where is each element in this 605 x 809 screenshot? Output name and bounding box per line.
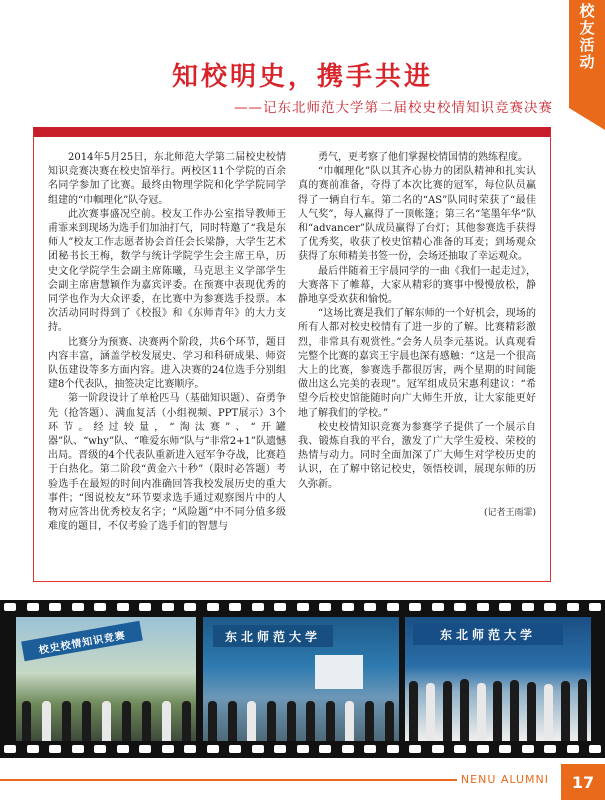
- page-number: 17: [561, 764, 605, 800]
- article-box: [33, 127, 551, 582]
- photo-filmstrip: [0, 600, 605, 758]
- paragraph: 此次赛事盛况空前。校友工作办公室指导教师王甫霏来到现场为选手们加油打气，同时特邀了“我是东师人”校友工作志愿者协会首任会长梁静，大学生艺术团秘书长王梅，数学与统计学院学生会主席王阜，历史文化学院学生会副主席陈曦，马克思主义学部学生会副主席唐慧颖作为嘉宾评委。在预赛中表现优秀的同学也作为大众评委，在比赛中为参赛选手投票。本次活动同时得到了《校报》和《东师青年》的大力支持。: [48, 208, 286, 334]
- paragraph: 最后伴随着王宇晨同学的一曲《我们一起走过》，大赛落下了帷幕，大家从精彩的赛事中慢慢放松，静静地享受欢获和愉悦。: [298, 265, 536, 306]
- section-tab-char: 校: [579, 2, 595, 20]
- film-perforations: [4, 603, 601, 614]
- section-tab-char: 活: [579, 36, 595, 54]
- section-tab-char: 友: [579, 19, 595, 37]
- article-column-left: [48, 151, 286, 534]
- paragraph: “这场比赛是我们了解东师的一个好机会，现场的所有人都对校史校情有了进一步的了解。比赛精彩激烈，非常具有观赏性。”会务人员李元基说。认真观看完整个比赛的嘉宾王宇晨也深有感触：“这是一个很高大上的比赛，参赛选手都很厉害，两个星期的时间能做出这么完美的表现”。冠军组成员宋惠利建议：“希望今后校史馆能随时向广大师生开放，让大家能更好地了解我们的学校。”: [298, 308, 536, 419]
- film-perforations: [4, 745, 601, 756]
- byline: (记者王雨霏): [483, 507, 536, 518]
- photo-banner: 东北师范大学: [413, 623, 563, 645]
- article-subtitle: ——记东北师范大学第二届校史校情知识竞赛决赛: [234, 100, 553, 116]
- paragraph: 第一阶段设计了单枪匹马（基础知识题）、奋勇争先（抢答题）、满血复活（小组视频、PPT展示）3个环节。经过较量，“淘汰赛”、“开罐器”队、“why”队、“唯爱东师”队与“非常2+1”队遗憾出局。晋级的4个代表队重新进入冠军争夺战，比赛趋于白热化。第二阶段“黄金六十秒”（限时必答题）考验选手在最短的时间内准确回答我校发展历史的重大事件；“图说校友”环节要求选手通过观察图片中的人物对应答出优秀校友名字；“风险题”中不同分值多级难度的题目，不仅考验了选手们的智慧与: [48, 393, 286, 533]
- paragraph: 勇气，更考察了他们掌握校情国情的熟练程度。: [318, 152, 528, 163]
- photo-group: [405, 617, 591, 741]
- photo-audience: [16, 617, 196, 741]
- publication-name: NENU ALUMNI: [457, 773, 553, 786]
- paragraph: 校史校情知识竞赛为参赛学子提供了一个展示自我、锻炼自我的平台，激发了广大学生爱校、荣校的热情与动力。同时全面加深了广大师生对学校历史的认识，在了解中铭记校史，领悟校训，展现东师的历久弥新。: [298, 421, 536, 490]
- article-column-right: [298, 151, 536, 534]
- photo-banner: 东北师范大学: [213, 625, 333, 647]
- paragraph: 比赛分为预赛、决赛两个阶段，共6个环节，题目内容丰富，涵盖学校发展史、学习和科研成果、师资队伍建设等多方面内容。进入决赛的24位选手分别组建8个代表队，抽签决定比赛顺序。: [48, 336, 286, 391]
- photo-banner: 校史校情知识竞赛: [21, 621, 143, 662]
- article-title: 知校明史，携手共进: [171, 62, 433, 92]
- photo-stage: [203, 617, 399, 741]
- projector-screen: [315, 655, 363, 689]
- section-tab-char: 动: [579, 53, 595, 71]
- section-tab-arrow: [569, 108, 605, 130]
- paragraph: 2014年5月25日，东北师范大学第二届校史校情知识竞赛决赛在校史馆举行。两校区11个学院的百余名同学参加了比赛。最终由物理学院和化学学院同学组建的“巾帼理化”队夺冠。: [48, 152, 286, 206]
- paragraph: “巾帼理化”队以其齐心协力的团队精神和扎实认真的赛前准备，夺得了本次比赛的冠军，每位队员赢得了一辆自行车。第二名的“AS”队同时荣获了“最佳人气奖”，每人赢得了一顶帐篷；第三名“笔墨年华”队和“advancer”队成员赢得了台灯；其他参赛选手获得了优秀奖，收获了校史馆精心准备的耳麦；到场观众获得了东师精美书签一份，会场还抽取了幸运观众。: [298, 166, 536, 263]
